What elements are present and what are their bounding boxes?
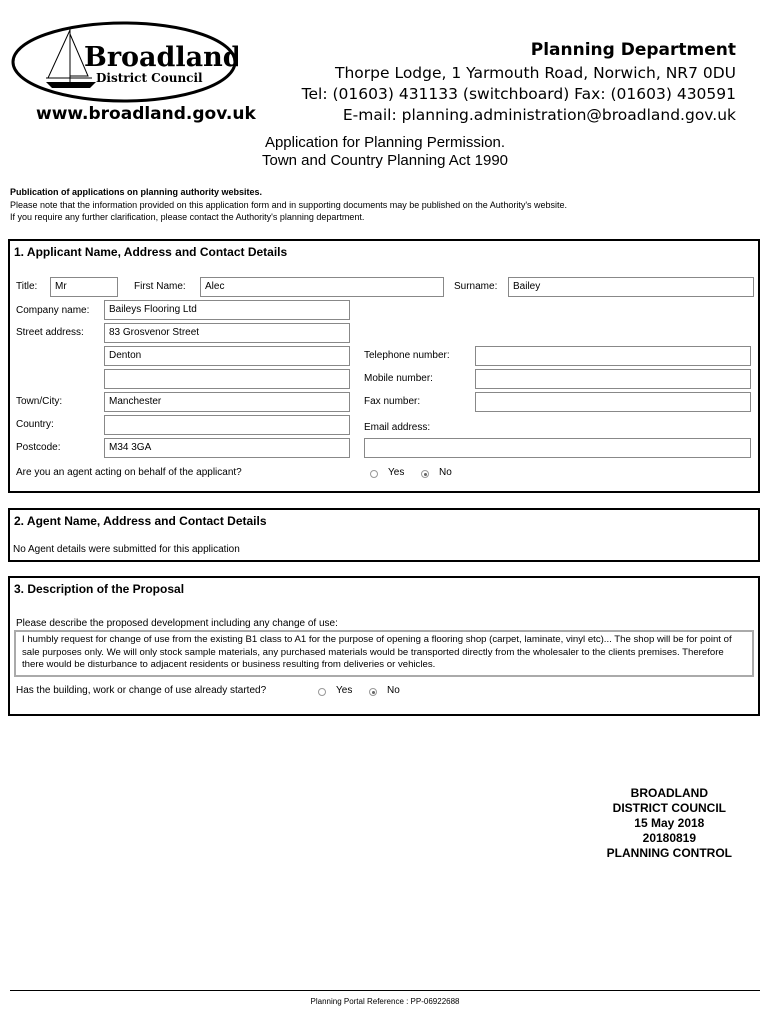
publication-heading: Publication of applications on planning authority websites. bbox=[10, 187, 263, 197]
form-subtitle: Town and Country Planning Act 1990 bbox=[262, 152, 508, 169]
telephone-field[interactable] bbox=[475, 346, 751, 366]
started-yes-radio[interactable] bbox=[318, 688, 326, 696]
proposal-prompt: Please describe the proposed development including any change of use: bbox=[16, 618, 338, 629]
surname-label: Surname: bbox=[454, 281, 498, 292]
logo-sub-text: District Council bbox=[96, 71, 203, 85]
stamp-number: 20180819 bbox=[642, 831, 697, 845]
applicant-section bbox=[8, 239, 760, 493]
company-field[interactable]: Baileys Flooring Ltd bbox=[104, 300, 350, 320]
agent-yes-label: Yes bbox=[388, 467, 405, 478]
website-link[interactable]: www.broadland.gov.uk bbox=[36, 104, 256, 124]
dept-email[interactable]: E-mail: planning.administration@broadland.gov.uk bbox=[342, 106, 736, 124]
portal-reference: Planning Portal Reference : PP-06922688 bbox=[310, 997, 460, 1006]
street-label: Street address: bbox=[16, 327, 84, 338]
section-title: 2. Agent Name, Address and Contact Details bbox=[14, 514, 267, 528]
stamp-date: 15 May 2018 bbox=[634, 816, 705, 830]
started-question: Has the building, work or change of use already started? bbox=[16, 685, 267, 696]
town-label: Town/City: bbox=[16, 396, 63, 407]
logo-main-text: Broadland bbox=[84, 42, 238, 73]
country-label: Country: bbox=[16, 419, 54, 430]
agent-none-text: No Agent details were submitted for this application bbox=[13, 544, 240, 555]
mobile-label: Mobile number: bbox=[364, 373, 433, 384]
fax-field[interactable] bbox=[475, 392, 751, 412]
email-label: Email address: bbox=[364, 422, 431, 433]
section-title: 1. Applicant Name, Address and Contact Details bbox=[14, 245, 288, 259]
agent-yes-radio[interactable] bbox=[370, 470, 378, 478]
agent-no-label: No bbox=[439, 467, 452, 478]
footer-divider bbox=[10, 990, 760, 991]
country-field[interactable] bbox=[104, 415, 350, 435]
postcode-field[interactable]: M34 3GA bbox=[104, 438, 350, 458]
street-field-2[interactable]: Denton bbox=[104, 346, 350, 366]
telephone-label: Telephone number: bbox=[364, 350, 450, 361]
received-stamp bbox=[607, 786, 732, 861]
mobile-field[interactable] bbox=[475, 369, 751, 389]
street-field-1[interactable]: 83 Grosvenor Street bbox=[104, 323, 350, 343]
agent-section bbox=[8, 508, 760, 562]
publication-text-1: Please note that the information provided on this application form and in supporting documents may be published on the Authority's website. bbox=[10, 200, 568, 210]
town-field[interactable]: Manchester bbox=[104, 392, 350, 412]
company-label: Company name: bbox=[16, 305, 90, 316]
council-logo bbox=[10, 20, 238, 104]
started-yes-label: Yes bbox=[336, 685, 353, 696]
section-title: 3. Description of the Proposal bbox=[14, 582, 185, 596]
stamp-line-1: BROADLAND bbox=[630, 786, 708, 800]
first-name-field[interactable]: Alec bbox=[200, 277, 444, 297]
first-name-label: First Name: bbox=[134, 281, 186, 292]
publication-text-2: If you require any further clarification, please contact the Authority's planning department. bbox=[10, 212, 365, 222]
started-no-label: No bbox=[387, 685, 400, 696]
form-title: Application for Planning Permission. bbox=[264, 134, 506, 151]
stamp-line-5: PLANNING CONTROL bbox=[606, 846, 732, 860]
dept-address: Thorpe Lodge, 1 Yarmouth Road, Norwich, NR7 0DU bbox=[335, 64, 736, 82]
proposal-description[interactable]: I humbly request for change of use from the existing B1 class to A1 for the purpose of opening a flooring shop (carpet, laminate, vinyl etc)... The shop will be for point of sale purposes only. We will only stock sample materials, any purchased materials would be transported directly from the wholesaler to the clients premises. Therefore there would be disturbance to adjacent residents or business resulting from deliveries or vehicles. bbox=[14, 630, 754, 677]
agent-question: Are you an agent acting on behalf of the applicant? bbox=[16, 467, 242, 478]
title-field[interactable]: Mr bbox=[50, 277, 118, 297]
surname-field[interactable]: Bailey bbox=[508, 277, 754, 297]
email-field[interactable] bbox=[364, 438, 751, 458]
dept-phone: Tel: (01603) 431133 (switchboard) Fax: (01603) 430591 bbox=[301, 85, 736, 103]
started-no-radio[interactable] bbox=[369, 688, 377, 696]
street-field-3[interactable] bbox=[104, 369, 350, 389]
dept-title: Planning Department bbox=[530, 40, 736, 60]
agent-no-radio[interactable] bbox=[421, 470, 429, 478]
proposal-section bbox=[8, 576, 760, 716]
postcode-label: Postcode: bbox=[16, 442, 61, 453]
stamp-line-2: DISTRICT COUNCIL bbox=[612, 801, 726, 815]
title-label: Title: bbox=[16, 281, 38, 292]
fax-label: Fax number: bbox=[364, 396, 421, 407]
